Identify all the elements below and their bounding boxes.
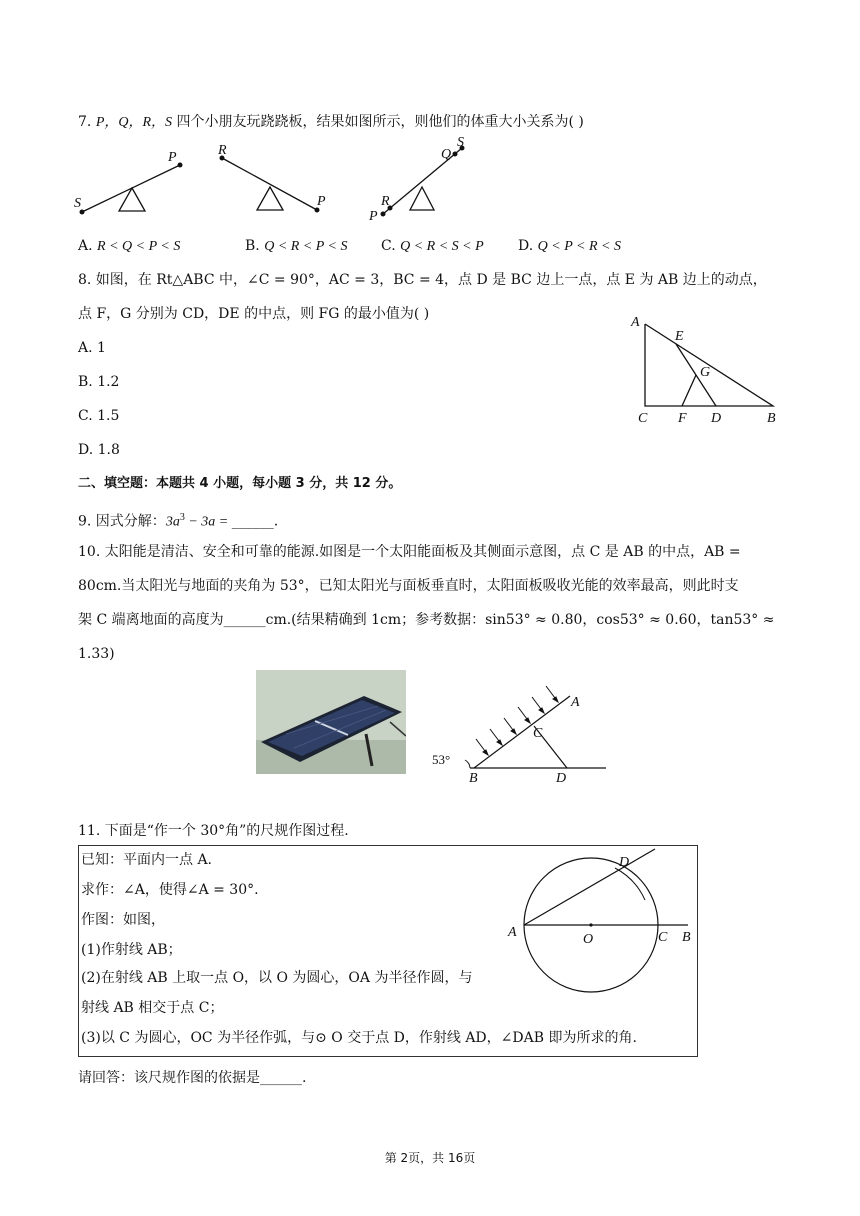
q10-fig-label-angle: 53°: [432, 752, 451, 767]
q10-stem-line-4: 1.33): [78, 646, 115, 662]
q7-option-d: D. Q < P < R < S: [518, 238, 621, 254]
q7-fig3-label-s: S: [457, 135, 464, 150]
q11-fig-label-o: O: [583, 932, 594, 947]
q7-fig2-label-p: P: [317, 194, 326, 209]
q8-option-c: C. 1.5: [78, 408, 120, 424]
q8-fig-label-e: E: [675, 329, 684, 344]
q11-box-line-5: (2)在射线 AB 上取一点 O，以 O 为圆心，OA 为半径作圆，与: [81, 970, 473, 986]
q10-fig-label-d: D: [556, 771, 567, 786]
q7-fig3-label-r: R: [381, 194, 390, 209]
q7-fig1-label-p: P: [168, 150, 177, 165]
q7-option-a: A. R < Q < P < S: [78, 238, 181, 254]
q7-fig1-label-s: S: [74, 196, 81, 211]
q7-seesaw-figure-2: [214, 140, 334, 220]
q11-stem: 11. 下面是“作一个 30°角”的尺规作图过程.: [78, 823, 349, 839]
q11-box-line-7: (3)以 C 为圆心，OC 为半径作弧，与⊙ O 交于点 D，作射线 AD，∠DAB 即为所求的角.: [81, 1030, 637, 1046]
q11-fig-label-d: D: [619, 855, 630, 870]
q11-fig-label-c: C: [658, 930, 668, 945]
q10-fig-label-c: C: [533, 726, 543, 741]
q10-stem-line-2: 80cm.当太阳光与地面的夹角为 53°，已知太阳光与面板垂直时，太阳面板吸收光能的效率最高，则此时支: [78, 578, 739, 594]
q8-option-a: A. 1: [78, 340, 106, 356]
q11-box-line-2: 求作：∠A，使得∠A = 30°.: [81, 882, 259, 898]
q8-stem-line-2: 点 F，G 分别为 CD，DE 的中点，则 FG 的最小值为( ): [78, 306, 430, 322]
q8-fig-label-b: B: [767, 411, 776, 426]
q11-box-line-4: (1)作射线 AB；: [81, 942, 182, 958]
q11-fig-label-a: A: [508, 925, 517, 940]
q11-box-line-6: 射线 AB 相交于点 C；: [81, 1000, 224, 1016]
q11-box-line-1: 已知：平面内一点 A.: [81, 852, 213, 868]
page-footer: 第 2页，共 16页: [384, 1151, 476, 1165]
q10-stem-line-1: 10. 太阳能是清洁、安全和可靠的能源.如图是一个太阳能面板及其侧面示意图，点 C 是 AB 的中点，AB =: [78, 544, 741, 560]
q7-fig3-label-q: Q: [441, 147, 452, 162]
q7-fig2-label-r: R: [218, 143, 227, 158]
q11-box-line-3: 作图：如图，: [81, 912, 165, 928]
q8-fig-label-a: A: [631, 315, 640, 330]
solar-panel-photo: [256, 670, 406, 774]
q10-fig-label-b: B: [469, 771, 478, 786]
q7-seesaw-figure-1: [74, 150, 194, 220]
q7-stem: 7. P，Q，R，S 四个小朋友玩跷跷板，结果如图所示，则他们的体重大小关系为( ): [78, 114, 584, 130]
q7-option-c: C. Q < R < S < P: [381, 238, 484, 254]
q8-fig-label-f: F: [678, 411, 687, 426]
q11-fig-label-b: B: [682, 930, 691, 945]
q8-fig-label-g: G: [700, 365, 711, 380]
q8-triangle-figure: [625, 310, 785, 430]
q8-option-b: B. 1.2: [78, 374, 120, 390]
q7-fig3-label-p: P: [369, 209, 378, 224]
q8-fig-label-c: C: [638, 411, 648, 426]
q8-stem-line-1: 8. 如图，在 Rt△ABC 中，∠C = 90°，AC = 3，BC = 4，点 D 是 BC 边上一点，点 E 为 AB 边上的动点，: [78, 272, 767, 288]
q11-construction-figure: [505, 846, 695, 1006]
q9-stem: 9. 因式分解：$3a^3 - 3a$ = ______.: [78, 512, 279, 530]
q7-option-b: B. Q < R < P < S: [245, 238, 348, 254]
q8-fig-label-d: D: [711, 411, 722, 426]
q11-answer-line: 请回答：该尺规作图的依据是______.: [78, 1070, 307, 1086]
section-2-heading: 二、填空题：本题共 4 小题，每小题 3 分，共 12 分。: [78, 476, 402, 491]
q7-seesaw-figure-3: [366, 136, 476, 226]
q10-fig-label-a: A: [571, 695, 580, 710]
q10-stem-line-3: 架 C 端离地面的高度为______cm.(结果精确到 1cm；参考数据：sin53° ≈ 0.80，cos53° ≈ 0.60，tan53° ≈: [78, 612, 775, 628]
q8-option-d: D. 1.8: [78, 442, 120, 458]
q10-side-view-figure: [430, 684, 610, 784]
